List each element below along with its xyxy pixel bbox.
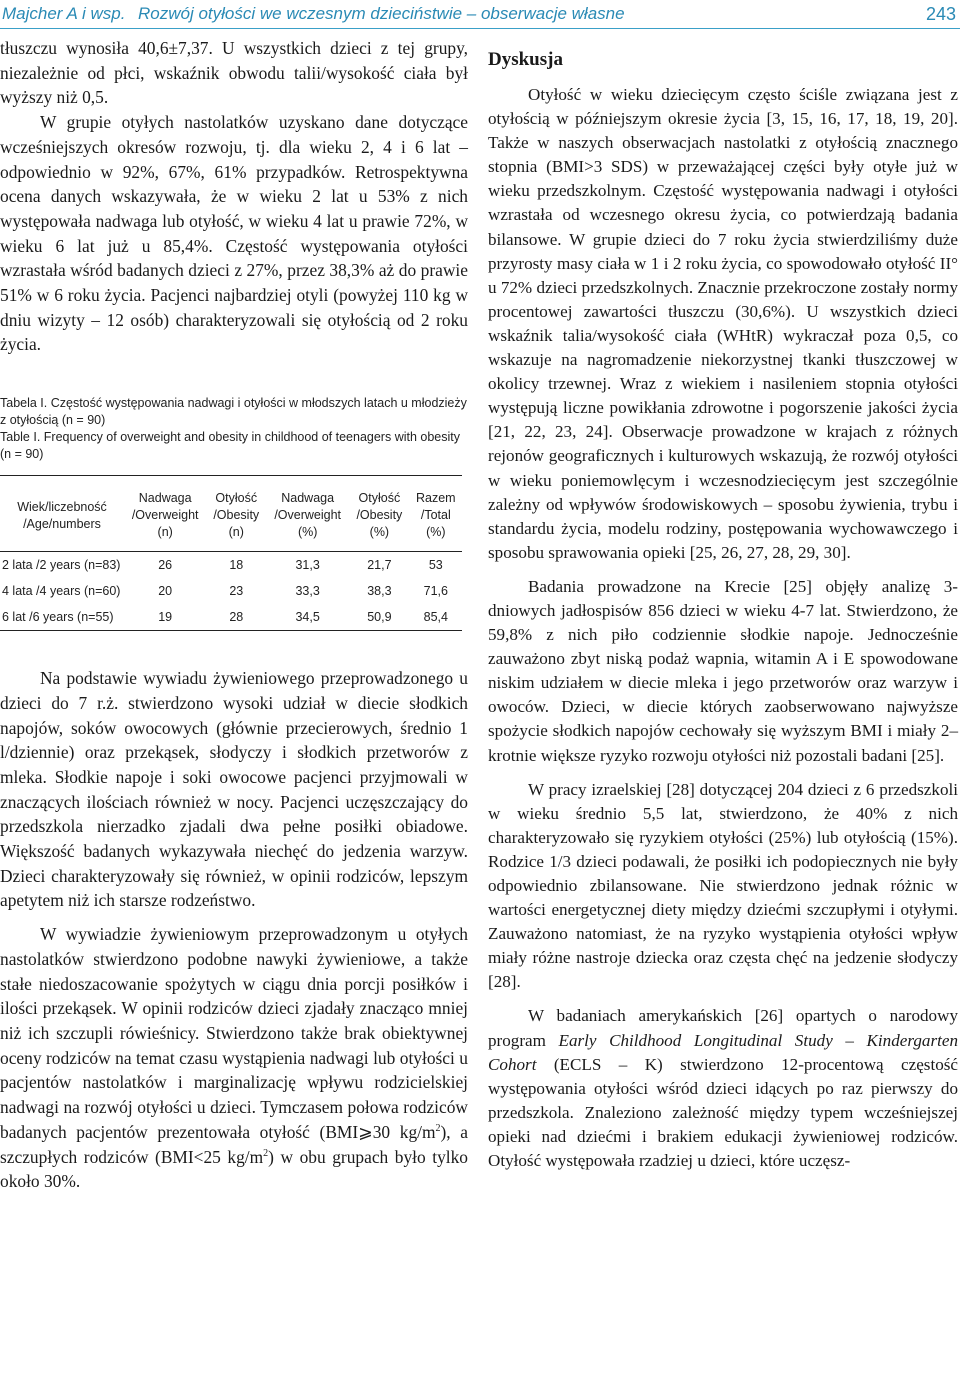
table-header-row [0, 476, 462, 552]
table-row [0, 552, 462, 579]
paragraph [0, 922, 468, 1194]
table-caption-en: Table I. Frequency of overweight and obesity in childhood of teenagers with obesity (n = 90) [0, 430, 460, 462]
table-cell: 19 [158, 610, 173, 625]
table-cell: 28 [229, 610, 244, 625]
table-cell: 31,3 [295, 558, 320, 573]
paragraph-text: ), a szczupłych rodziców (BMI<25 kg/m [0, 1121, 468, 1167]
table-row [0, 604, 462, 631]
table-cell: 20 [158, 584, 173, 599]
paragraph [488, 1004, 958, 1173]
table-cell: 21,7 [367, 558, 392, 573]
table-header: Nadwaga /Overweight (%) [274, 491, 342, 540]
table-cell: 6 lat /6 years (n=55) [2, 610, 114, 625]
superscript: 2 [435, 1123, 441, 1134]
paragraph-text: W badaniach amerykańskich [26] opartych o narodowy program [488, 1006, 958, 1050]
table-cell: 2 lata /2 years (n=83) [2, 558, 121, 573]
table-cell: 23 [229, 584, 244, 599]
table-cell: 53 [428, 558, 443, 573]
table-cell: 38,3 [367, 584, 392, 599]
program-name: Early Childhood Longitudinal Study – Kindergarten Cohort [488, 1030, 959, 1074]
table-cell: 50,9 [367, 610, 392, 625]
paragraph-text: W wywiadzie żywieniowym przeprowadzonym u otyłych nastolatków stwierdzono podobne nawyki żywieniowe, a także stałe niedoszacowanie spożytych w ciągu dnia porcji posiłków i ilości przekąsek. W opinii rodziców dzieci zjadały znacząco mniej niż ich szczupli rówieśnicy. Stwierdzono także brak obiektywnej oceny rodziców na temat czasu wystąpienia nadwagi lub otyłości u pacjentów nastolatków i marginalizację wpływu rodzicielskiej nadwagi na rozwój otyłości u dzieci. Tymczasem połowa rodziców badanych pacjentów prezentowała otyłość (BMI⩾30 kg/m [0, 924, 468, 1142]
right-column [488, 36, 958, 1173]
paragraph-text: (ECLS – K) stwierdzono 12-procentową częstość występowania otyłości wśród dzieci idących po raz pierwszy do przedszkola. Znaleziono zależność między typem wcześniejszej opieki nad dziećmi i brakiem edukacji żywieniowej rodziców. Otyłość występowała rzadziej u dzieci, które uczęsz- [488, 1054, 958, 1171]
left-column [0, 36, 468, 1194]
page-header [0, 0, 960, 29]
table-cell: 33,3 [295, 584, 320, 599]
running-authors: Majcher A i wsp. [2, 4, 126, 23]
paragraph: Badania prowadzone na Krecie [25] objęły analizę 3-dniowych jadłospisów 856 dzieci w wieku 4-7 lat. Stwierdzono, że 59,8% z nich piło codziennie słodkie napoje. Jednocześnie zauważono zbyt niską podaż wapnia, witamin A i E spowodowane niskim udziałem w diecie mleka i jego przetworów oraz warzyw i owoców. Dzieci, w diecie których zaobserwowano najwyższe spożycie słodkich napojów cechowały się wyższym BMI i miały 2–krotnie większe ryzyko rozwoju otyłości niż pozostali badani [25]. [488, 576, 958, 765]
table-cell: 34,5 [295, 610, 320, 625]
page-number: 243 [925, 4, 956, 24]
paragraph: Na podstawie wywiadu żywieniowego przeprowadzonego u dzieci do 7 r.ż. stwierdzono wysoki udział w diecie słodkich napojów, soków owocowych (głównie przecierowych, średnio 1 l/dziennie) oraz przekąsek, słodyczy i słodkich przetworów z mleka. Słodkie napoje i soki owocowe pacjenci przyjmowali w znaczących ilościach również w nocy. Pacjenci uczęszczający do przedszkola nierzadko zjadali dwa pełne posiłki obiadowe. Większość badanych wykazywała niechęć do jedzenia warzyw. Dzieci charakteryzowały się również, w opinii rodziców, lepszym apetytem niż ich starsze rodzeństwo. [0, 668, 468, 911]
table-header: Otyłość /Obesity (%) [356, 491, 403, 540]
section-heading: Dyskusja [488, 49, 563, 70]
frequency-table [0, 475, 462, 631]
paragraph-text: ) w obu grupach było tylko około 30%. [0, 1146, 468, 1192]
table-caption-pl: Tabela I. Częstość występowania nadwagi i otyłości w młodszych latach u młodzieży z otyłością (n = 90) [0, 396, 467, 428]
table-header: Razem /Total (%) [416, 491, 456, 540]
paragraph: W grupie otyłych nastolatków uzyskano dane dotyczące wcześniejszych okresów rozwoju, tj. dla wieku 2, 4 i 6 lat – odpowiednio w 92%, 67%, 61% przypadków. Retrospektywna ocena danych wskazywała, że w wieku 2 lat u 53% z nich występowała nadwaga lub otyłość, w wieku 4 lat u prawie 72%, w wieku 6 lat już u 85,4%. Częstość występowania otyłości wzrastała wśród badanych dzieci z 27%, przez 38,3% aż do prawie 51% w 6 roku życia. Pacjenci najbardziej otyli (powyżej 110 kg w dniu wizyty – 12 osób) charakteryzowali się otyłością od 2 roku życia. [0, 112, 468, 355]
table-caption [0, 395, 468, 463]
table-cell: 71,6 [423, 584, 448, 599]
table-header: Nadwaga /Overweight (n) [131, 491, 199, 540]
paragraph: tłuszczu wynosiła 40,6±7,37. U wszystkich dzieci z tej grupy, niezależnie od płci, wskaźnik obwodu talii/wysokość ciała był wyższy niż 0,5. [0, 38, 468, 108]
table-header: Otyłość /Obesity (n) [213, 491, 260, 540]
table-cell: 4 lata /4 years (n=60) [2, 584, 121, 599]
table-row [0, 578, 462, 604]
superscript: 2 [263, 1147, 269, 1159]
table-cell: 18 [229, 558, 244, 573]
table-header: Wiek/liczebność /Age/numbers [17, 499, 107, 531]
table-cell: 26 [158, 558, 173, 573]
table-cell: 85,4 [423, 610, 448, 625]
paragraph: W pracy izraelskiej [28] dotyczącej 204 dzieci z 6 przedszkoli w wieku średnio 5,5 lat, stwierdzono, że 40% z nich charakteryzowało się ryzykiem otyłości (25%) lub otyłością (15%). Rodzice 1/3 dzieci podawali, że posiłki ich podopiecznych nie były odpowiednio zbilansowane. Nie stwierdzono jednak różnic w wartości energetycznej diety między dziećmi szczupłymi i otyłymi. Zauważono natomiast, że na ryzyko wystąpienia otyłości wpływ miały różne nastroje dziecka oraz częsta chęć na jedzenie słodyczy [28]. [488, 779, 958, 992]
paragraph: Otyłość w wieku dziecięcym często ściśle związana jest z otyłością w późniejszym okresie życia [3, 15, 16, 17, 18, 19, 20]. Także w naszych obserwacjach nastolatki z otyłością znacznego stopnia (BMI>3 SDS) w przeważającej części były otyłe już w wieku przedszkolnym. Częstość występowania nadwagi i otyłości wzrastała od wczesnego okresu życia, co potwierdzają badania bilansowe. W grupie dzieci do 7 roku życia stwierdziliśmy duże przyrosty masy ciała w 1 i 2 roku życia, co spowodowało otyłość II° u 72% dzieci przedszkolnych. Znacznie przekroczone zostały normy procentowej zawartości tłuszczu (30,6%). U wszystkich dzieci wskaźnik talia/wysokość ciała (WHtR) wykraczał poza 0,5, co wskazuje na nagromadzenie niekorzystnej tkanki tłuszczowej w okolicy trzewnej. Wraz z wiekiem i nasileniem stopnia otyłości występują liczne powikłania zdrowotne i pogorszenie jakości życia [21, 22, 23, 24]. Obserwacje prowadzone w krajach z różnych rejonów geograficznych i kulturowych wskazują, że rozwój otyłości w wieku poniemowlęcym i wczesnodziecięcym jest szczególnie zależny od wpływów środowiskowych – sposobu żywienia, trybu i standardu życia, modelu rodziny, postępowania wychowawczego i sposobu sprawowania opieki [25, 26, 27, 28, 29, 30]. [488, 85, 958, 562]
running-title: Rozwój otyłości we wczesnym dzieciństwie – obserwacje własne [138, 4, 625, 23]
